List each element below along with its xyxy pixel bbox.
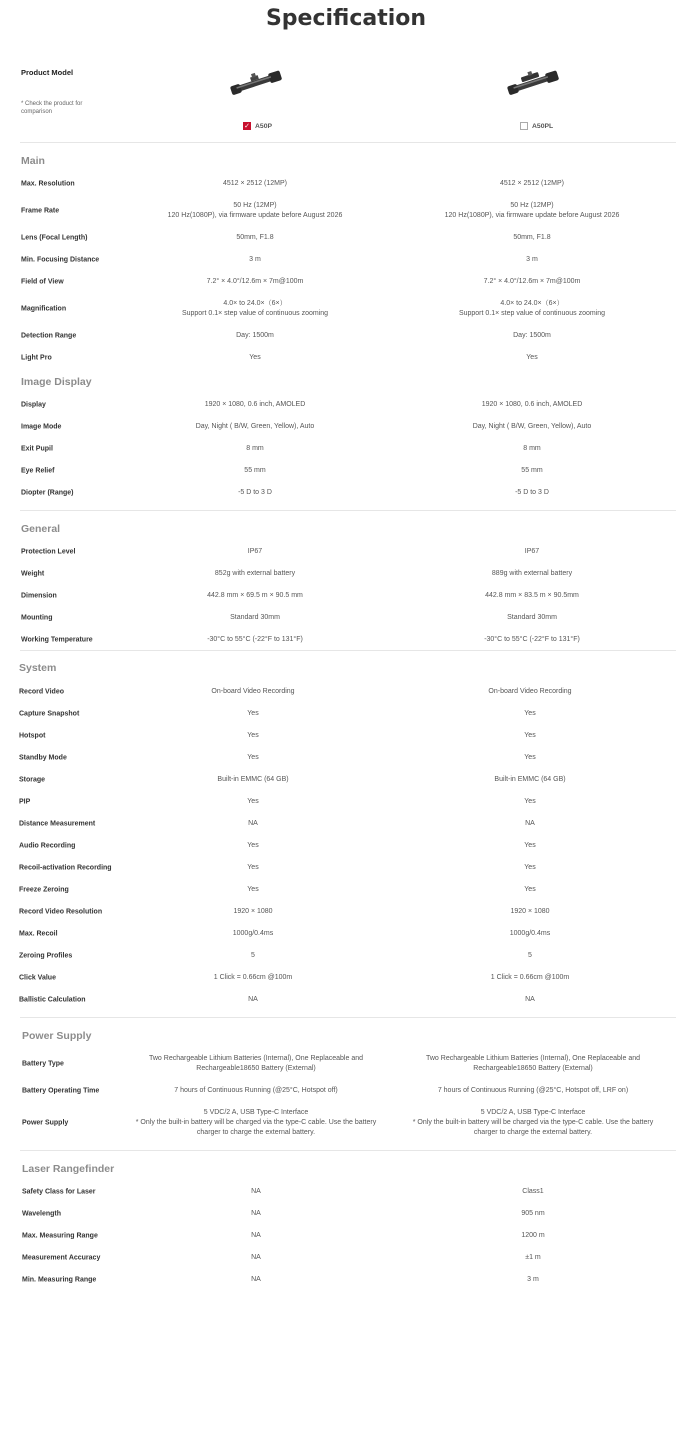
spec-value-a50p: NA — [251, 1210, 261, 1217]
spec-value-a50pl: ±1 m — [525, 1254, 541, 1261]
spec-label: Min. Focusing Distance — [21, 256, 100, 264]
product-name-a50p: A50P — [255, 122, 273, 130]
spec-label: Exit Pupil — [21, 445, 53, 453]
spec-value-a50p: NA — [248, 820, 258, 827]
spec-value-a50p: 4.0× to 24.0×（6×） Support 0.1× step value of continuous zooming — [181, 300, 329, 317]
spec-value-a50p: 1000g/0.4ms — [232, 930, 274, 937]
spec-label: Record Video Resolution — [19, 908, 103, 916]
spec-label: Lens (Focal Length) — [21, 234, 88, 242]
section-title-system: System — [19, 662, 57, 674]
spec-row — [0, 945, 692, 967]
spec-label: Light Pro — [21, 354, 52, 362]
spec-value-a50p: Yes — [247, 754, 259, 761]
spec-label: Standby Mode — [19, 754, 67, 762]
spec-value-a50pl: Built-in EMMC (64 GB) — [494, 776, 566, 783]
spec-row — [0, 249, 692, 271]
spec-value-a50pl: -5 D to 3 D — [515, 489, 549, 496]
spec-value-a50p: Built-in EMMC (64 GB) — [217, 776, 289, 783]
spec-label: Wavelength — [22, 1210, 62, 1218]
rifle-scope-laser-image — [507, 70, 559, 96]
spec-row — [0, 585, 692, 607]
spec-value-a50pl: Yes — [524, 842, 536, 849]
page-title: Specification — [265, 6, 427, 31]
spec-label: Frame Rate — [21, 207, 60, 215]
spec-value-a50p: Yes — [247, 732, 259, 739]
spec-row — [0, 703, 692, 725]
spec-row — [0, 835, 692, 857]
section-title-power-supply: Power Supply — [22, 1030, 92, 1042]
spec-value-a50p: 1 Click = 0.66cm @100m — [213, 974, 293, 981]
spec-row — [0, 1080, 692, 1102]
spec-label: PIP — [19, 798, 31, 806]
spec-value-a50pl: Class1 — [522, 1188, 544, 1195]
spec-label: Hotspot — [19, 732, 46, 740]
spec-row — [0, 460, 692, 482]
spec-label: Measurement Accuracy — [22, 1254, 101, 1262]
spec-label: Min. Measuring Range — [22, 1276, 97, 1284]
spec-value-a50p: 7.2° × 4.0°/12.6m × 7m@100m — [206, 278, 304, 285]
spec-row — [0, 325, 692, 347]
spec-value-a50p: NA — [251, 1232, 261, 1239]
spec-value-a50p: Yes — [247, 886, 259, 893]
spec-row — [0, 1225, 692, 1247]
spec-label: Zeroing Profiles — [19, 952, 73, 960]
spec-row — [0, 901, 692, 923]
spec-value-a50pl: Yes — [524, 732, 536, 739]
spec-value-a50pl: 442.8 mm × 83.5 m × 90.5mm — [485, 592, 579, 599]
divider — [20, 1017, 676, 1018]
spec-value-a50p: Yes — [247, 842, 259, 849]
spec-label: Record Video — [19, 688, 64, 696]
spec-value-a50p: 442.8 mm × 69.5 m × 90.5 mm — [207, 592, 303, 599]
spec-row — [0, 769, 692, 791]
spec-row — [0, 725, 692, 747]
product-select-a50p[interactable] — [243, 122, 272, 130]
spec-label: Storage — [19, 776, 46, 784]
spec-label: Diopter (Range) — [21, 489, 74, 497]
spec-value-a50p: 1920 × 1080, 0.6 inch, AMOLED — [204, 401, 306, 408]
spec-value-a50p: NA — [251, 1276, 261, 1283]
spec-label: Weight — [21, 570, 45, 578]
comparison-note: * Check the product for comparison — [21, 101, 83, 115]
spec-label: Field of View — [21, 278, 64, 286]
product-column-a50pl — [462, 65, 602, 135]
spec-value-a50pl: 1920 × 1080 — [510, 908, 550, 915]
spec-label: Image Mode — [21, 423, 62, 431]
spec-row — [0, 747, 692, 769]
spec-value-a50p: 5 — [251, 952, 255, 959]
product-model-label: Product Model — [21, 68, 74, 77]
spec-label: Power Supply — [22, 1119, 69, 1127]
spec-value-a50p: 852g with external battery — [214, 570, 296, 577]
spec-value-a50pl: -30°C to 55°C (-22°F to 131°F) — [484, 636, 580, 643]
spec-row — [0, 1181, 692, 1203]
divider — [20, 510, 676, 511]
spec-label: Recoil-activation Recording — [19, 864, 112, 872]
spec-value-a50pl: IP67 — [524, 548, 540, 555]
spec-row — [0, 791, 692, 813]
spec-value-a50pl: 1000g/0.4ms — [509, 930, 551, 937]
spec-row — [0, 563, 692, 585]
spec-value-a50pl: NA — [525, 996, 535, 1003]
spec-value-a50p: Yes — [247, 798, 259, 805]
spec-label: Display — [21, 401, 46, 409]
spec-row — [0, 200, 692, 222]
product-select-a50pl[interactable] — [520, 122, 553, 130]
spec-row — [0, 298, 692, 320]
spec-value-a50p: -5 D to 3 D — [238, 489, 272, 496]
spec-label: Mounting — [21, 614, 53, 622]
spec-row — [0, 923, 692, 945]
spec-label: Dimension — [21, 592, 57, 600]
spec-row — [0, 394, 692, 416]
spec-value-a50p: 1920 × 1080 — [233, 908, 273, 915]
spec-value-a50p: NA — [251, 1188, 261, 1195]
spec-label: Audio Recording — [19, 842, 76, 850]
spec-value-a50p: 50 Hz (12MP) 120 Hz(1080P), via firmware update before August 2026 — [167, 202, 343, 219]
spec-label: Safety Class for Laser — [22, 1188, 96, 1196]
spec-value-a50pl: 50 Hz (12MP) 120 Hz(1080P), via firmware update before August 2026 — [444, 202, 620, 219]
checkbox-checked-icon[interactable]: ✓ — [244, 122, 250, 130]
divider — [20, 1150, 676, 1151]
spec-value-a50p: 5 VDC/2 A, USB Type-C Interface * Only the built-in battery will be charged via the type-C cable. Use the battery charger to charge the external battery. — [135, 1109, 377, 1136]
spec-value-a50pl: Yes — [526, 354, 538, 361]
spec-row — [0, 227, 692, 249]
section-title-image-display: Image Display — [21, 376, 92, 388]
spec-value-a50pl: Yes — [524, 754, 536, 761]
spec-row — [0, 607, 692, 629]
spec-value-a50p: 7 hours of Continuous Running (@25°C, Hotspot off) — [174, 1087, 338, 1094]
spec-row — [0, 271, 692, 293]
spec-value-a50pl: Yes — [524, 864, 536, 871]
spec-value-a50pl: 1920 × 1080, 0.6 inch, AMOLED — [481, 401, 583, 408]
spec-value-a50pl: 4.0× to 24.0×（6×） Support 0.1× step value of continuous zooming — [458, 300, 606, 317]
spec-label: Working Temperature — [21, 636, 93, 644]
spec-value-a50p: IP67 — [247, 548, 263, 555]
rifle-scope-image — [230, 70, 282, 96]
spec-value-a50pl: 5 VDC/2 A, USB Type-C Interface * Only the built-in battery will be charged via the type-C cable. Use the battery charger to charge the external battery. — [412, 1109, 654, 1136]
spec-label: Eye Relief — [21, 467, 55, 475]
spec-value-a50p: On-board Video Recording — [211, 688, 295, 695]
spec-value-a50p: 4512 × 2512 (12MP) — [222, 180, 287, 187]
spec-value-a50p: Day, Night ( B/W, Green, Yellow), Auto — [195, 423, 315, 430]
spec-label: Max. Recoil — [19, 930, 58, 938]
spec-value-a50pl: Day: 1500m — [513, 332, 551, 339]
spec-label: Protection Level — [21, 548, 76, 556]
spec-label: Max. Resolution — [21, 180, 75, 188]
spec-row — [0, 1269, 692, 1291]
spec-row — [0, 482, 692, 504]
spec-value-a50pl: 7 hours of Continuous Running (@25°C, Hotspot off, LRF on) — [437, 1087, 629, 1094]
product-column-a50p — [185, 65, 325, 135]
spec-value-a50pl: 3 m — [527, 1276, 539, 1283]
spec-value-a50p: NA — [251, 1254, 261, 1261]
divider — [20, 142, 676, 143]
spec-value-a50pl: 1200 m — [521, 1232, 545, 1239]
spec-value-a50pl: 1 Click = 0.66cm @100m — [490, 974, 570, 981]
spec-label: Click Value — [19, 974, 56, 982]
spec-value-a50pl: 55 mm — [521, 467, 543, 474]
section-title-laser-rangefinder: Laser Rangefinder — [22, 1163, 115, 1175]
spec-value-a50pl: Two Rechargeable Lithium Batteries (Internal), One Replaceable and Rechargeable18650 Battery (External) — [425, 1055, 640, 1072]
spec-label: Magnification — [21, 305, 67, 313]
spec-row — [0, 989, 692, 1011]
spec-label: Battery Operating Time — [22, 1087, 100, 1095]
spec-value-a50p: 8 mm — [246, 445, 264, 452]
spec-value-a50p: -30°C to 55°C (-22°F to 131°F) — [207, 636, 303, 643]
spec-value-a50p: Yes — [247, 864, 259, 871]
spec-value-a50pl: Yes — [524, 710, 536, 717]
spec-row — [0, 1203, 692, 1225]
product-model-row — [0, 55, 692, 143]
spec-row — [0, 681, 692, 703]
spec-value-a50p: Two Rechargeable Lithium Batteries (Internal), One Replaceable and Rechargeable18650 Battery (External) — [148, 1055, 363, 1072]
spec-row — [0, 416, 692, 438]
spec-value-a50pl: Yes — [524, 886, 536, 893]
spec-label: Capture Snapshot — [19, 710, 80, 718]
spec-value-a50pl: NA — [525, 820, 535, 827]
spec-label: Ballistic Calculation — [19, 996, 86, 1004]
spec-row — [0, 173, 692, 195]
spec-label: Detection Range — [21, 332, 77, 340]
spec-value-a50pl: 5 — [528, 952, 532, 959]
spec-value-a50pl: Standard 30mm — [507, 614, 557, 621]
spec-row — [0, 857, 692, 879]
spec-value-a50p: Day: 1500m — [236, 332, 274, 339]
spec-label: Battery Type — [22, 1060, 64, 1068]
section-title-main: Main — [21, 155, 45, 167]
spec-value-a50pl: On-board Video Recording — [488, 688, 572, 695]
spec-value-a50p: 50mm, F1.8 — [236, 234, 274, 241]
spec-value-a50pl: Day, Night ( B/W, Green, Yellow), Auto — [472, 423, 592, 430]
spec-value-a50pl: 889g with external battery — [491, 570, 573, 577]
spec-value-a50p: NA — [248, 996, 258, 1003]
spec-row — [0, 1106, 692, 1140]
spec-value-a50pl: 3 m — [526, 256, 538, 263]
spec-value-a50p: 55 mm — [244, 467, 266, 474]
spec-row — [0, 347, 692, 369]
spec-value-a50p: Yes — [247, 710, 259, 717]
spec-label: Max. Measuring Range — [22, 1232, 98, 1240]
spec-row — [0, 1049, 692, 1079]
spec-row — [0, 1247, 692, 1269]
spec-value-a50pl: 8 mm — [523, 445, 541, 452]
spec-value-a50pl: 4512 × 2512 (12MP) — [499, 180, 564, 187]
spec-value-a50pl: Yes — [524, 798, 536, 805]
section-title-general: General — [21, 523, 61, 535]
spec-value-a50pl: 50mm, F1.8 — [513, 234, 551, 241]
spec-label: Freeze Zeroing — [19, 886, 69, 894]
spec-label: Distance Measurement — [19, 820, 96, 828]
spec-row — [0, 967, 692, 989]
spec-row — [0, 438, 692, 460]
checkbox-unchecked-icon[interactable] — [520, 122, 528, 130]
spec-value-a50p: Yes — [249, 354, 261, 361]
spec-row — [0, 629, 692, 651]
spec-row — [0, 813, 692, 835]
spec-row — [0, 541, 692, 563]
spec-value-a50p: Standard 30mm — [230, 614, 280, 621]
spec-value-a50pl: 7.2° × 4.0°/12.6m × 7m@100m — [483, 278, 581, 285]
spec-row — [0, 879, 692, 901]
divider — [20, 650, 676, 651]
spec-value-a50p: 3 m — [249, 256, 261, 263]
spec-value-a50pl: 905 nm — [521, 1210, 545, 1217]
product-name-a50pl: A50PL — [532, 122, 554, 130]
